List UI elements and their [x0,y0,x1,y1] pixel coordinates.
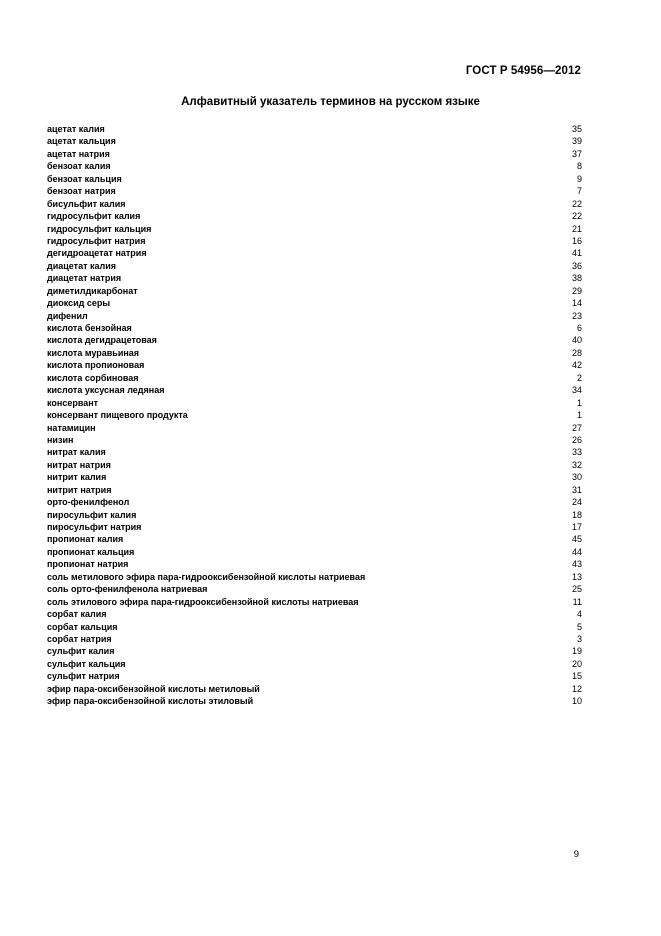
index-entry [47,310,582,322]
index-page-ref: 23 [571,310,582,321]
index-page-ref: 19 [571,646,582,657]
index-page-ref: 29 [571,285,582,296]
index-term: пиросульфит натрия [47,522,142,532]
index-page-ref: 12 [571,683,582,694]
index-entry [47,347,582,359]
index-entry [47,148,582,160]
index-entry [47,297,582,309]
index-entry [47,583,582,595]
index-page-ref: 22 [571,211,582,222]
index-term: сорбат калия [47,609,107,620]
index-term: гидросульфит калия [47,211,141,222]
index-term: соль метилового эфира пара-гидрооксибензойной кислоты натриевая [47,571,366,582]
index-page-ref: 37 [571,148,582,159]
index-entry [47,359,582,371]
index-term: гидросульфит натрия [47,235,146,246]
index-term: нитрат калия [47,447,106,458]
index-entry [47,645,582,657]
index-entry [47,471,582,483]
index-term: сульфит кальция [47,658,126,669]
index-term: ацетат натрия [47,148,110,159]
index-page-ref: 2 [576,372,582,383]
index-entry [47,695,582,707]
index-term: кислота уксусная ледяная [47,385,165,396]
index-page-ref: 43 [571,559,582,570]
index-page-ref: 1 [576,410,582,421]
index-term: соль этилового эфира пара-гидрооксибензойной кислоты натриевая [47,596,359,607]
index-page-ref: 35 [571,124,582,134]
index-term: бензоат натрия [47,186,116,197]
index-entry [47,546,582,558]
index-entry [47,608,582,620]
index-entry [47,135,582,147]
index-page-ref: 30 [571,472,582,483]
index-page-ref: 3 [576,633,582,644]
index-term: дегидроацетат натрия [47,248,147,259]
index-page-ref: 17 [571,522,582,532]
index-entry [47,223,582,235]
index-term: орто-фенилфенол [47,497,130,508]
index-entry [47,683,582,695]
index-entry [47,185,582,197]
index-entry [47,322,582,334]
index-term: ацетат кальция [47,136,116,147]
index-term: бензоат кальция [47,173,122,184]
index-term: пропионат натрия [47,559,129,570]
index-page-ref: 7 [576,186,582,197]
index-page-ref: 13 [571,571,582,582]
index-page-ref: 6 [576,323,582,333]
index-entry [47,409,582,421]
index-term: натамицин [47,422,96,433]
index-entry [47,285,582,297]
index-term: сульфит калия [47,646,115,657]
index-term: пропионат кальция [47,546,135,557]
index-term: нитрит натрия [47,484,112,495]
index-page-ref: 38 [571,273,582,284]
index-page-ref: 11 [572,596,582,607]
index-page-ref: 16 [571,235,582,246]
index-page-ref: 26 [571,434,582,445]
index-term: гидросульфит кальция [47,223,152,234]
index-entry [47,446,582,458]
index-term: кислота пропионовая [47,360,145,371]
index-term: нитрит калия [47,472,107,483]
index-page-ref: 21 [571,223,582,234]
index-page-ref: 8 [576,161,582,172]
index-term: дифенил [47,310,88,321]
index-entry [47,571,582,583]
index-entry [47,509,582,521]
index-page-ref: 41 [571,248,582,259]
index-term: соль орто-фенилфенола натриевая [47,584,208,595]
index-entry [47,658,582,670]
index-page-ref: 22 [571,198,582,209]
index-entry [47,484,582,496]
index-page-ref: 32 [571,459,582,470]
index-term: консервант [47,397,99,408]
index-page-ref: 20 [571,658,582,669]
index-page-ref: 36 [571,260,582,271]
index-page-ref: 45 [571,534,582,545]
index-entry [47,160,582,172]
index-entry [47,422,582,434]
index-term: бисульфит калия [47,198,126,209]
index-page-ref: 31 [571,484,582,495]
index-term: кислота муравьиная [47,347,140,358]
document-code: ГОСТ Р 54956—2012 [465,65,581,77]
index-term: сорбат кальция [47,621,118,632]
index-page-ref: 24 [571,497,582,508]
index-title: Алфавитный указатель терминов на русском языке [181,96,480,108]
index-term: кислота бензойная [47,323,132,333]
index-page-ref: 40 [571,335,582,346]
index-page-ref: 33 [571,447,582,458]
index-entry [47,123,582,135]
index-page-ref: 25 [571,584,582,595]
index-entry [47,173,582,185]
index-entry [47,198,582,210]
term-index-list [47,123,582,708]
index-term: диметилдикарбонат [47,285,138,296]
index-entry [47,384,582,396]
index-entry [47,521,582,533]
index-entry [47,247,582,259]
index-term: консервант пищевого продукта [47,410,188,421]
index-term: кислота сорбиновая [47,372,139,383]
index-page-ref: 15 [571,671,582,682]
index-entry [47,496,582,508]
index-entry [47,670,582,682]
index-page-ref: 28 [571,347,582,358]
index-page-ref: 9 [576,173,582,184]
index-page-ref: 1 [576,397,582,408]
page-number: 9 [573,849,579,860]
index-entry [47,596,582,608]
index-entry [47,235,582,247]
index-entry [47,459,582,471]
index-term: сульфит натрия [47,671,120,682]
index-page-ref: 18 [571,509,582,520]
index-term: эфир пара-оксибензойной кислоты метиловый [47,683,260,694]
index-entry [47,434,582,446]
index-term: диоксид серы [47,298,111,309]
index-entry [47,210,582,222]
index-entry [47,260,582,272]
index-term: пиросульфит калия [47,509,137,520]
index-entry [47,621,582,633]
index-term: сорбат натрия [47,633,112,644]
index-entry [47,533,582,545]
index-page-ref: 39 [571,136,582,147]
index-term: диацетат натрия [47,273,122,284]
index-entry [47,558,582,570]
index-entry [47,397,582,409]
index-term: пропионат калия [47,534,124,545]
index-page-ref: 14 [571,298,582,309]
index-entry [47,372,582,384]
index-term: диацетат калия [47,260,117,271]
index-term: кислота дегидрацетовая [47,335,157,346]
index-entry [47,334,582,346]
index-entry [47,272,582,284]
index-page-ref: 4 [576,609,582,620]
index-term: нитрат натрия [47,459,111,470]
index-page-ref: 10 [571,696,582,707]
index-page-ref: 27 [571,422,582,433]
index-term: бензоат калия [47,161,111,172]
index-term: низин [47,434,74,445]
index-page-ref: 5 [576,621,582,632]
index-term: ацетат калия [47,124,105,134]
index-term: эфир пара-оксибензойной кислоты этиловый [47,696,254,707]
index-entry [47,633,582,645]
index-page-ref: 42 [571,360,582,371]
index-page-ref: 34 [571,385,582,396]
index-page-ref: 44 [571,546,582,557]
